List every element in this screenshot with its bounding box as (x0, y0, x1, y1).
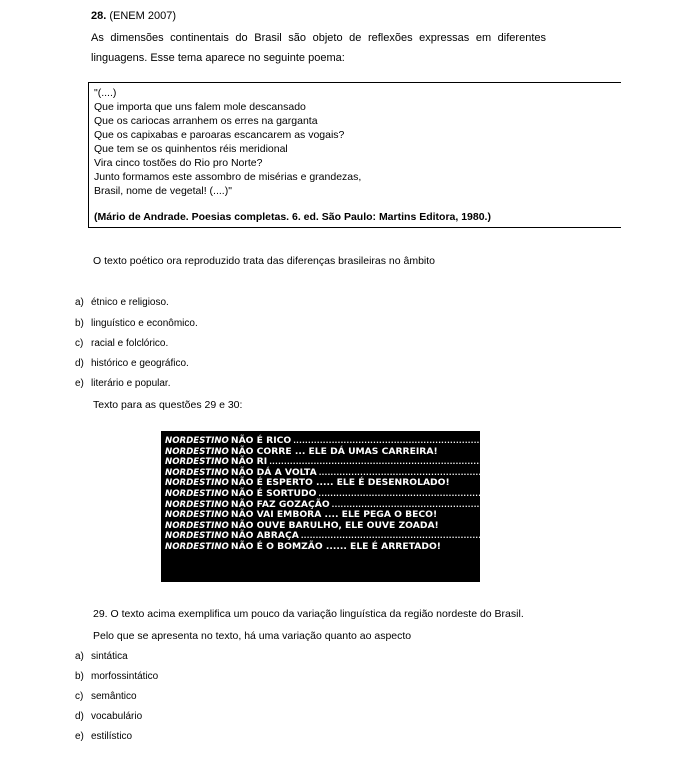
poster-nordestino: NORDESTINO (165, 446, 229, 457)
poster-text-b: ELE É ESTRIBADO! (576, 435, 671, 446)
poster-line (165, 456, 622, 468)
option-letter: c) (75, 338, 84, 349)
question-29-statement: 29. O texto acima exemplifica um pouco da variação linguística da região nordeste do Brasil. (93, 608, 524, 620)
poster-line (165, 487, 681, 500)
poster-text-b: ELE ARROCHA! (583, 530, 661, 542)
option-text: literário e popular. (91, 378, 171, 389)
option-text: histórico e geográfico. (91, 358, 189, 369)
poster-nordestino: NORDESTINO (165, 488, 229, 499)
poster-dots: ............................................................................................... (331, 500, 613, 509)
option-text: estilístico (91, 731, 133, 742)
poster-line (165, 435, 671, 447)
option-letter: a) (75, 651, 84, 662)
option-text: sintática (91, 651, 128, 662)
poster-text-b: ELE SE ABRE! (552, 456, 622, 468)
question-28-stem: O texto poético ora reproduzido trata das diferenças brasileiras no âmbito (93, 255, 436, 267)
poster-dots: ............................................................................................... (318, 489, 600, 498)
nordestino-poster (161, 431, 681, 582)
poster-text-a: NÃO É SORTUDO (230, 487, 317, 499)
option-29-c[interactable] (75, 691, 137, 702)
poem-line: Que os capixabas e paroaras escancarem as vogais? (94, 129, 345, 141)
poster-nordestino: NORDESTINO (165, 510, 229, 521)
poster-text-a: NÃO ABRAÇA (230, 530, 299, 542)
option-text: semântico (91, 691, 137, 702)
poster-dots: ............................................................................................... (318, 468, 600, 477)
option-text: vocabulário (91, 711, 143, 722)
option-letter: b) (75, 318, 84, 329)
poster-text-b: ELE É CAGADO! (601, 487, 681, 499)
poster-text-a: NÃO DÁ A VOLTA (230, 466, 317, 478)
poem-line: Brasil, nome de vegetal! (....)" (94, 185, 232, 197)
poster-line (165, 542, 476, 553)
question-28-intro: As dimensões continentais do Brasil são objeto de reflexões expressas em diferentes linguagens. Esse tema aparece no seguinte poema: (91, 32, 546, 64)
option-letter: e) (75, 731, 84, 742)
poster-dots: ............................................................................................... (300, 532, 582, 541)
option-29-b[interactable] (75, 671, 158, 682)
poster-text-a: NÃO FAZ GOZAÇÃO (230, 498, 330, 510)
texto-label: Texto para as questões 29 e 30: (93, 399, 243, 411)
option-letter: d) (75, 711, 84, 722)
option-text: racial e folclórico. (91, 338, 169, 349)
poster-nordestino: NORDESTINO (165, 436, 229, 446)
option-28-b[interactable] (75, 318, 198, 329)
question-28-source-tag: (ENEM 2007) (109, 10, 176, 22)
option-28-e[interactable] (75, 378, 171, 389)
poem-line: Que os cariocas arranhem os erres na garganta (94, 115, 318, 127)
option-28-a[interactable] (75, 297, 169, 308)
poem-line: Vira cinco tostões do Rio pro Norte? (94, 157, 263, 169)
poem-line: Junto formamos este assombro de misérias e grandezas, (94, 171, 362, 183)
option-text: étnico e religioso. (91, 297, 169, 308)
poster-nordestino: NORDESTINO (165, 499, 229, 510)
poster-text-b: ELE FRESCA! (614, 498, 681, 510)
poster-text-a: NÃO É ESPERTO ..... ELE É DESENROLADO! (230, 477, 450, 489)
poem-text (94, 86, 361, 198)
poster-nordestino: NORDESTINO (165, 531, 229, 542)
option-29-a[interactable] (75, 651, 128, 662)
poem-line: Que tem se os quinhentos réis meridional (94, 143, 288, 155)
poster-line (165, 521, 476, 532)
poster-line (165, 447, 476, 458)
poster-text-a: NÃO RI (230, 456, 268, 468)
poster-text-a: NÃO VAI EMBORA .... ELE PEGA O BECO! (230, 509, 438, 521)
option-text: linguístico e econômico. (91, 318, 198, 329)
option-29-e[interactable] (75, 731, 132, 742)
poster-nordestino: NORDESTINO (165, 541, 229, 552)
question-28-number: 28. (91, 10, 107, 22)
question-29-stem: Pelo que se apresenta no texto, há uma variação quanto ao aspecto (93, 630, 412, 642)
poster-text-a: NÃO OUVE BARULHO, ELE OUVE ZOADA! (230, 519, 439, 531)
option-letter: d) (75, 358, 84, 369)
question-28-title (91, 10, 176, 22)
option-28-c[interactable] (75, 338, 168, 349)
poster-nordestino: NORDESTINO (165, 467, 229, 478)
poster-text-a: NÃO É O BOMZÃO ...... ELE É ARRETADO! (230, 540, 441, 552)
poster-text-a: NÃO CORRE ... ELE DÁ UMAS CARREIRA! (230, 445, 438, 457)
option-letter: b) (75, 671, 84, 682)
option-letter: c) (75, 691, 84, 702)
poster-nordestino: NORDESTINO (165, 478, 229, 489)
option-28-d[interactable] (75, 358, 189, 369)
option-letter: a) (75, 297, 84, 308)
poster-text-b: ELE ARRODEIA! (601, 466, 681, 478)
option-29-d[interactable] (75, 711, 142, 722)
option-text: morfossintático (91, 671, 159, 682)
poster-line (165, 478, 476, 489)
poem-citation: (Mário de Andrade. Poesias completas. 6. ed. São Paulo: Martins Editora, 1980.) (94, 211, 491, 223)
poem-line: "(....) (94, 87, 117, 99)
poem-line: Que importa que uns falem mole descansado (94, 101, 306, 113)
poster-nordestino: NORDESTINO (165, 457, 229, 468)
poster-dots: ............................................................................................... (293, 437, 575, 445)
poster-dots: ............................................................................................... (269, 458, 551, 467)
poster-text-a: NÃO É RICO (230, 435, 292, 446)
option-letter: e) (75, 378, 84, 389)
poster-nordestino: NORDESTINO (165, 520, 229, 531)
